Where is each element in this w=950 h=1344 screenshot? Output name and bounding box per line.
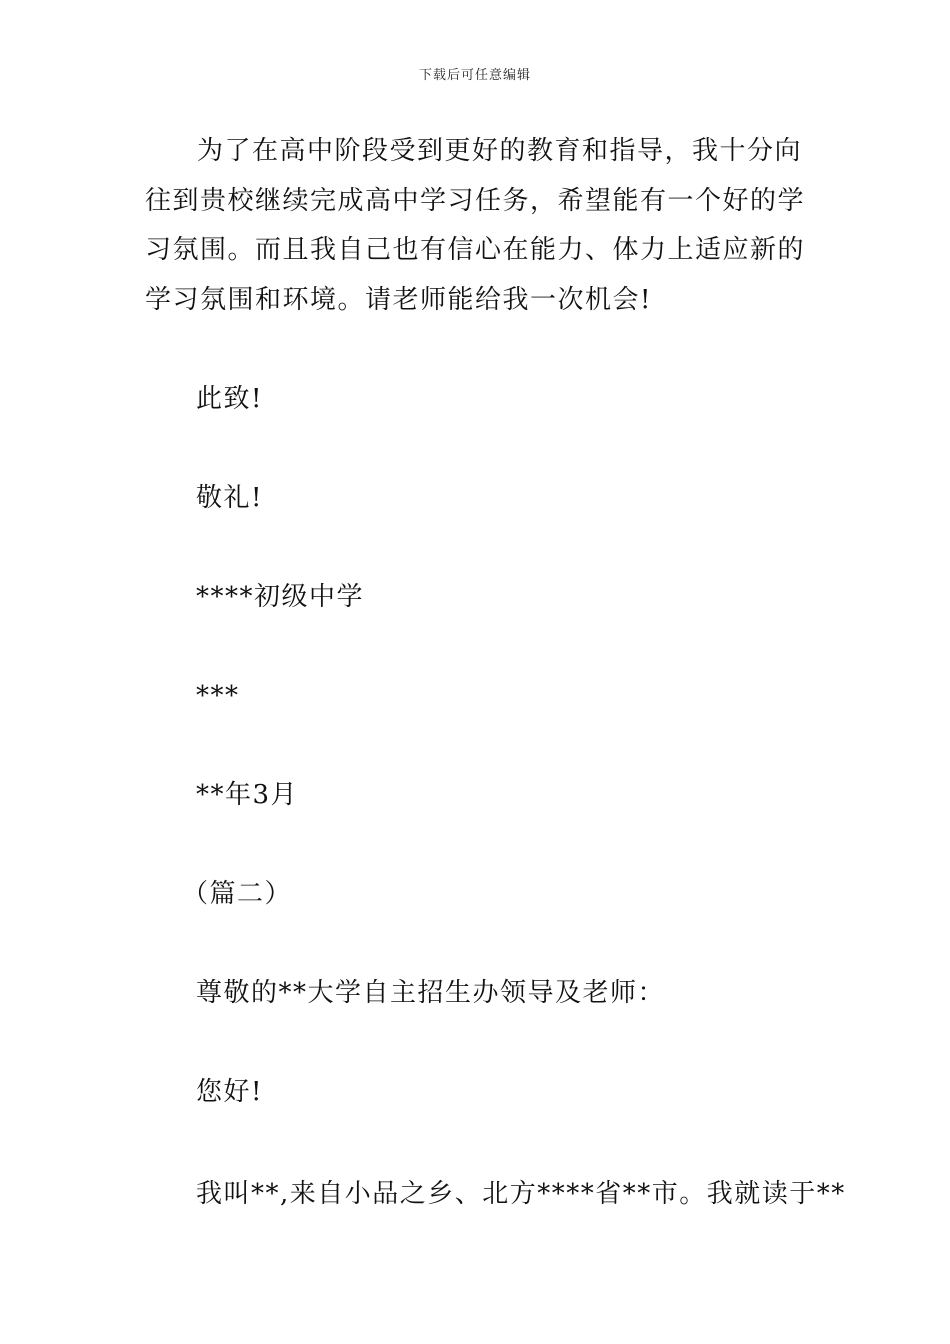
salutation: 尊敬的**大学自主招生办领导及老师： <box>196 978 666 1008</box>
page-header: 下载后可任意编辑 <box>418 68 531 83</box>
sender-school: ****初级中学 <box>196 582 365 612</box>
paragraph-start: 我叫**,来自小品之乡、北方****省**市。我就读于** <box>196 1179 846 1209</box>
sender-name: *** <box>196 681 240 711</box>
paragraph-text: 为了在高中阶段受到更好的教育和指导，我十分向往到贵校继续完成高中学习任务，希望能有一个好的学习氛围。而且我自己也有信心在能力、体力上适应新的学习氛围和环境。请老师能给我一次机会! <box>145 136 806 315</box>
greeting: 您好! <box>196 1077 263 1107</box>
closing-line-1: 此致! <box>196 384 263 414</box>
body-paragraph <box>145 127 815 325</box>
closing-line-2: 敬礼! <box>196 483 263 513</box>
letter-date: **年3月 <box>196 780 299 810</box>
section-title: （篇二） <box>182 879 293 909</box>
